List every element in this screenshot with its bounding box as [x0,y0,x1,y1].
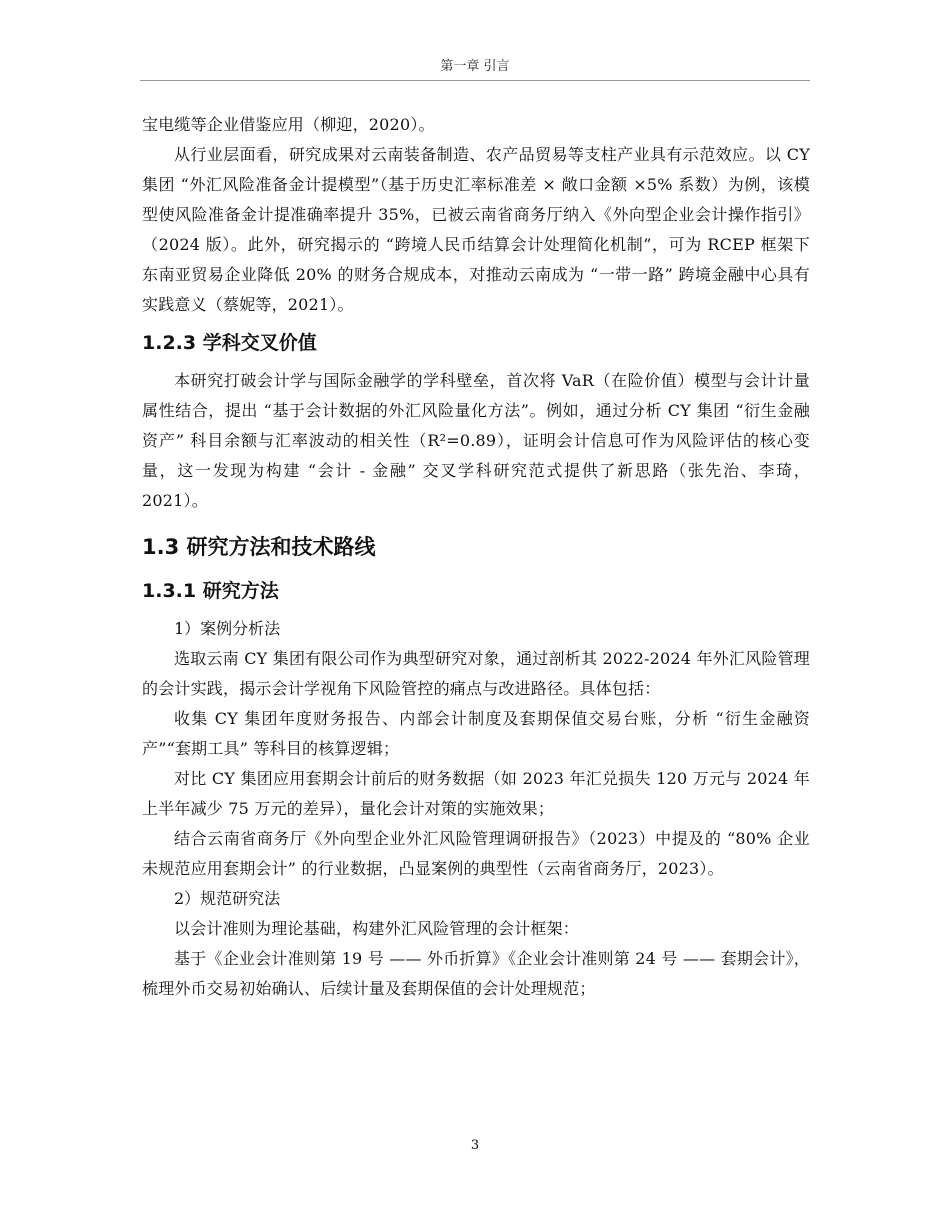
paragraph-case-selection: 选取云南 CY 集团有限公司作为典型研究对象，通过剖析其 2022-2024 年外汇风险管理的会计实践，揭示会计学视角下风险管控的痛点与改进路径。具体包括： [142,649,810,698]
header-divider [140,80,810,81]
paragraph-accounting-framework: 以会计准则为理论基础，构建外汇风险管理的会计框架： [174,919,580,938]
method-item-case-analysis: 1）案例分析法 [174,619,281,638]
page-number: 3 [470,1138,480,1153]
body-content [142,110,810,1004]
paragraph-accounting-standards: 基于《企业会计准则第 19 号 —— 外币折算》《企业会计准则第 24 号 —— 套期会计》，梳理外币交易初始确认、后续计量及套期保值的会计处理规范； [142,949,810,998]
paragraph-industry-level: 从行业层面看，研究成果对云南装备制造、农产品贸易等支柱产业具有示范效应。以 CY 集团 “外汇风险准备金计提模型”（基于历史汇率标准差 × 敞口金额 ×5% 系数）为例，该模型使风险准备金计提准确率提升 35%，已被云南省商务厅纳入《外向型企业会计操作指引》（2024 版）。此外，研究揭示的 “跨境人民币结算会计处理简化机制”，可为 RCEP 框架下东南亚贸易企业降低 20% 的财务合规成本，对推动云南成为 “一带一路” 跨境金融中心具有实践意义（蔡妮等，2021）。 [142,145,810,314]
section-heading-1-3-1: 1.3.1 研究方法 [142,580,279,602]
running-header: 第一章 引言 [440,59,510,74]
paragraph-compare-data: 对比 CY 集团应用套期会计前后的财务数据（如 2023 年汇兑损失 120 万元与 2024 年上半年减少 75 万元的差异），量化会计对策的实施效果； [142,769,810,818]
method-item-normative: 2）规范研究法 [174,889,281,908]
paragraph-carryover: 宝电缆等企业借鉴应用（柳迎，2020）。 [142,115,435,134]
paragraph-interdisciplinary: 本研究打破会计学与国际金融学的学科壁垒，首次将 VaR（在险价值）模型与会计计量属性结合，提出 “基于会计数据的外汇风险量化方法”。例如，通过分析 CY 集团 “衍生金融资产” 科目余额与汇率波动的相关性（R²=0.89），证明会计信息可作为风险评估的核心变量，这一发现为构建 “会计 - 金融” 交叉学科研究范式提供了新思路（张先治、李琦，2021）。 [142,371,810,510]
section-heading-1-2-3: 1.2.3 学科交叉价值 [142,332,317,354]
section-heading-1-3: 1.3 研究方法和技术路线 [142,535,376,559]
paragraph-collect-data: 收集 CY 集团年度财务报告、内部会计制度及套期保值交易台账，分析 “衍生金融资产”“套期工具” 等科目的核算逻辑； [142,709,810,758]
paragraph-industry-data: 结合云南省商务厅《外向型企业外汇风险管理调研报告》（2023）中提及的 “80% 企业未规范应用套期会计” 的行业数据，凸显案例的典型性（云南省商务厅，2023）。 [142,829,810,878]
